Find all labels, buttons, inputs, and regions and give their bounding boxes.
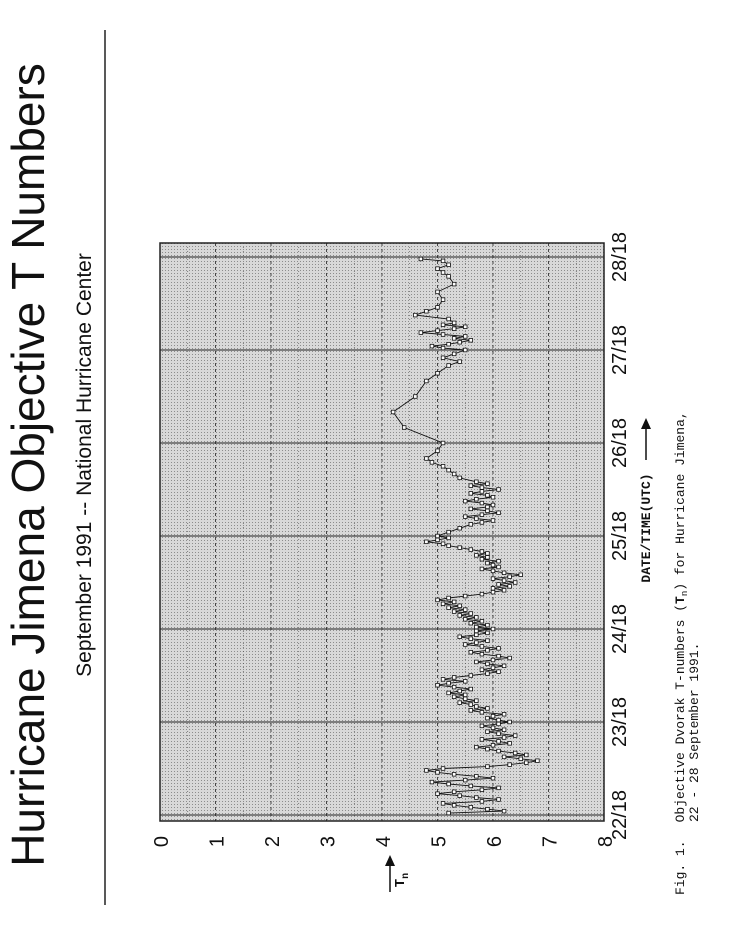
data-point xyxy=(452,352,456,356)
data-point xyxy=(469,709,473,713)
data-point xyxy=(452,610,456,614)
caption-symbol: T xyxy=(673,596,688,604)
data-point xyxy=(414,395,418,399)
x-axis-label-group xyxy=(639,473,654,582)
data-point xyxy=(486,807,490,811)
header-group xyxy=(2,63,54,867)
data-point xyxy=(441,346,445,350)
data-point xyxy=(425,309,429,313)
data-point xyxy=(486,730,490,734)
data-point xyxy=(525,753,529,757)
data-point xyxy=(502,588,506,592)
y-tick-label: 1 xyxy=(206,836,229,848)
data-point xyxy=(441,767,445,771)
data-point xyxy=(480,490,484,494)
data-point xyxy=(447,275,451,279)
data-point xyxy=(475,633,479,637)
data-point xyxy=(447,782,451,786)
data-point xyxy=(475,660,479,664)
data-point xyxy=(475,497,479,501)
data-point xyxy=(497,798,501,802)
data-point xyxy=(452,337,456,341)
data-point xyxy=(452,472,456,476)
data-point xyxy=(502,579,506,583)
data-point xyxy=(463,335,467,339)
data-point xyxy=(436,534,440,538)
data-point xyxy=(502,664,506,668)
subtitle-group xyxy=(73,253,96,677)
data-point xyxy=(469,687,473,691)
data-point xyxy=(480,592,484,596)
data-point xyxy=(519,757,523,761)
caption-line-2 xyxy=(687,643,702,822)
data-point xyxy=(497,786,501,790)
y-axis-label-subscript: n xyxy=(401,872,412,879)
data-point xyxy=(447,364,451,368)
data-point xyxy=(436,683,440,687)
chart-title: Hurricane Jimena Objective T Numbers xyxy=(2,63,54,867)
data-point xyxy=(447,681,451,685)
x-tick-label: 27/18 xyxy=(609,324,631,376)
data-point xyxy=(436,371,440,375)
data-point xyxy=(458,614,462,618)
data-point xyxy=(441,441,445,445)
data-point xyxy=(491,666,495,670)
data-point xyxy=(463,680,467,684)
data-point xyxy=(463,325,467,329)
data-point xyxy=(436,598,440,602)
data-point xyxy=(486,623,490,627)
data-point xyxy=(469,612,473,616)
data-point xyxy=(502,736,506,740)
data-point xyxy=(447,536,451,540)
caption-text-line2: 22 - 28 September 1991. xyxy=(687,642,702,822)
data-point xyxy=(458,635,462,639)
data-point xyxy=(469,548,473,552)
data-point xyxy=(436,538,440,542)
data-point xyxy=(463,499,467,503)
data-point xyxy=(452,685,456,689)
data-point xyxy=(441,464,445,468)
data-point xyxy=(463,608,467,612)
data-point xyxy=(469,507,473,511)
data-point xyxy=(441,259,445,263)
data-point xyxy=(508,720,512,724)
data-point xyxy=(491,658,495,662)
data-point xyxy=(497,565,501,569)
data-point xyxy=(463,618,467,622)
y-axis-label-group xyxy=(393,873,412,887)
data-point xyxy=(391,410,395,414)
data-point xyxy=(441,678,445,682)
data-point xyxy=(486,509,490,513)
x-tick-label: 26/18 xyxy=(609,417,631,469)
data-point xyxy=(519,573,523,577)
data-point xyxy=(486,631,490,635)
data-point xyxy=(486,482,490,486)
data-point xyxy=(491,577,495,581)
x-tick-label: 25/18 xyxy=(609,510,631,562)
data-point xyxy=(508,585,512,589)
data-point xyxy=(469,339,473,343)
data-point xyxy=(491,627,495,631)
data-point xyxy=(513,581,517,585)
data-point xyxy=(536,759,540,763)
data-point xyxy=(402,426,406,430)
data-point xyxy=(452,790,456,794)
data-point xyxy=(419,331,423,335)
data-point xyxy=(469,621,473,625)
data-point xyxy=(425,540,429,544)
data-point xyxy=(447,606,451,610)
data-point xyxy=(463,515,467,519)
data-point xyxy=(441,356,445,360)
data-point xyxy=(436,306,440,310)
data-point xyxy=(480,800,484,804)
data-point xyxy=(480,557,484,561)
data-point xyxy=(452,282,456,286)
data-point xyxy=(452,695,456,699)
caption-text-prefix: Objective Dvorak T-numbers ( xyxy=(673,603,688,823)
data-point xyxy=(463,697,467,701)
data-point xyxy=(452,804,456,808)
data-point xyxy=(502,728,506,732)
data-point xyxy=(447,530,451,534)
data-point xyxy=(452,600,456,604)
data-point xyxy=(480,567,484,571)
data-point xyxy=(480,711,484,715)
data-point xyxy=(447,544,451,548)
data-point xyxy=(463,348,467,352)
data-point xyxy=(430,344,434,348)
data-point xyxy=(463,778,467,782)
data-point xyxy=(469,492,473,496)
data-point xyxy=(508,763,512,767)
caption-figure-label: Fig. 1. xyxy=(673,840,688,895)
x-tick-label: 23/18 xyxy=(609,696,631,748)
y-tick-label: 3 xyxy=(317,836,340,848)
x-tick-label: 22/18 xyxy=(609,789,631,841)
data-point xyxy=(458,360,462,364)
data-point xyxy=(480,738,484,742)
data-point xyxy=(508,656,512,660)
data-point xyxy=(458,604,462,608)
data-point xyxy=(441,542,445,546)
data-point xyxy=(475,745,479,749)
svg-text:Tn xyxy=(393,873,412,887)
data-point xyxy=(486,494,490,498)
data-point xyxy=(469,784,473,788)
x-tick-label: 28/18 xyxy=(609,231,631,283)
data-point xyxy=(436,329,440,333)
y-tick-label: 0 xyxy=(151,836,173,848)
data-point xyxy=(430,461,434,465)
data-point xyxy=(486,552,490,556)
y-tick-label: 7 xyxy=(539,836,562,848)
data-point xyxy=(480,486,484,490)
data-point xyxy=(447,468,451,472)
data-point xyxy=(497,647,501,651)
data-point xyxy=(475,517,479,521)
data-point xyxy=(458,794,462,798)
plot-area xyxy=(151,232,631,847)
data-point xyxy=(486,505,490,509)
data-point xyxy=(497,749,501,753)
data-point xyxy=(469,674,473,678)
data-point xyxy=(447,317,451,321)
data-point xyxy=(441,802,445,806)
data-point xyxy=(458,546,462,550)
data-point xyxy=(425,457,429,461)
data-point xyxy=(441,271,445,275)
data-point xyxy=(486,747,490,751)
data-point xyxy=(497,654,501,658)
data-point xyxy=(480,788,484,792)
data-point xyxy=(497,718,501,722)
data-point xyxy=(486,649,490,653)
data-point xyxy=(469,637,473,641)
data-point xyxy=(458,701,462,705)
y-tick-label: 4 xyxy=(373,836,395,848)
data-point xyxy=(480,668,484,672)
data-point xyxy=(486,662,490,666)
data-point xyxy=(480,513,484,517)
data-point xyxy=(502,755,506,759)
data-point xyxy=(441,298,445,302)
data-point xyxy=(469,650,473,654)
data-point xyxy=(452,773,456,777)
data-point xyxy=(436,449,440,453)
y-tick-labels xyxy=(151,836,617,847)
data-point xyxy=(497,559,501,563)
data-point xyxy=(491,563,495,567)
data-point xyxy=(475,641,479,645)
y-tick-label: 5 xyxy=(428,836,451,848)
data-point xyxy=(480,652,484,656)
data-point xyxy=(469,484,473,488)
data-point xyxy=(436,290,440,294)
data-point xyxy=(463,643,467,647)
data-point xyxy=(441,323,445,327)
data-point xyxy=(486,707,490,711)
data-point xyxy=(458,689,462,693)
data-point xyxy=(452,321,456,325)
data-point xyxy=(475,616,479,620)
x-tick-labels xyxy=(609,232,631,840)
data-point xyxy=(419,257,423,261)
data-point xyxy=(458,526,462,530)
y-tick-label: 2 xyxy=(262,836,284,848)
data-point xyxy=(469,523,473,527)
caption-text-suffix: ) for Hurricane Jimena, xyxy=(673,411,688,591)
data-point xyxy=(497,670,501,674)
data-point xyxy=(497,722,501,726)
data-point xyxy=(425,769,429,773)
data-point xyxy=(469,703,473,707)
data-point xyxy=(491,743,495,747)
data-point xyxy=(463,693,467,697)
data-point xyxy=(469,805,473,809)
data-point xyxy=(436,267,440,271)
x-axis-label: DATE/TIME(UTC) xyxy=(639,473,654,583)
data-point xyxy=(441,602,445,606)
caption-subscript: n xyxy=(680,590,690,597)
data-point xyxy=(491,776,495,780)
data-point xyxy=(491,569,495,573)
data-point xyxy=(475,774,479,778)
data-point xyxy=(491,726,495,730)
data-point xyxy=(513,751,517,755)
data-point xyxy=(491,495,495,499)
data-point xyxy=(513,734,517,738)
data-point xyxy=(491,714,495,718)
data-point xyxy=(480,724,484,728)
data-point xyxy=(497,488,501,492)
data-point xyxy=(452,327,456,331)
data-point xyxy=(525,761,529,765)
data-point xyxy=(497,583,501,587)
chart-subtitle: September 1991 -- National Hurricane Center xyxy=(73,253,96,677)
data-point xyxy=(475,480,479,484)
data-point xyxy=(497,740,501,744)
data-point xyxy=(486,556,490,560)
data-point xyxy=(425,379,429,383)
data-point xyxy=(463,594,467,598)
data-point xyxy=(491,590,495,594)
x-tick-label: 24/18 xyxy=(609,603,631,655)
data-point xyxy=(447,342,451,346)
data-point xyxy=(480,645,484,649)
data-point xyxy=(414,313,418,317)
data-point xyxy=(475,554,479,558)
data-point xyxy=(480,619,484,623)
y-tick-label: 8 xyxy=(595,836,617,848)
data-point xyxy=(486,639,490,643)
data-point xyxy=(486,765,490,769)
data-point xyxy=(447,596,451,600)
data-point xyxy=(491,587,495,591)
data-point xyxy=(486,716,490,720)
data-point xyxy=(480,550,484,554)
data-point xyxy=(447,691,451,695)
data-point xyxy=(447,811,451,815)
data-point xyxy=(475,699,479,703)
data-point xyxy=(436,792,440,796)
data-point xyxy=(502,712,506,716)
data-point xyxy=(497,732,501,736)
data-point xyxy=(480,501,484,505)
data-point xyxy=(480,521,484,525)
data-point xyxy=(491,519,495,523)
data-point xyxy=(475,705,479,709)
data-point xyxy=(486,672,490,676)
data-point xyxy=(452,676,456,680)
data-point xyxy=(458,340,462,344)
data-point xyxy=(508,742,512,746)
data-point xyxy=(475,629,479,633)
data-point xyxy=(486,561,490,565)
data-point xyxy=(475,625,479,629)
data-point xyxy=(436,771,440,775)
data-point xyxy=(430,780,434,784)
data-point xyxy=(458,476,462,480)
y-axis-label: T xyxy=(393,878,409,888)
data-point xyxy=(497,511,501,515)
y-tick-label: 6 xyxy=(484,836,506,848)
data-point xyxy=(502,809,506,813)
data-point xyxy=(475,796,479,800)
data-point xyxy=(502,571,506,575)
data-point xyxy=(441,333,445,337)
data-point xyxy=(447,263,451,267)
data-point xyxy=(491,503,495,507)
x-axis-arrow xyxy=(641,418,651,460)
data-point xyxy=(508,575,512,579)
